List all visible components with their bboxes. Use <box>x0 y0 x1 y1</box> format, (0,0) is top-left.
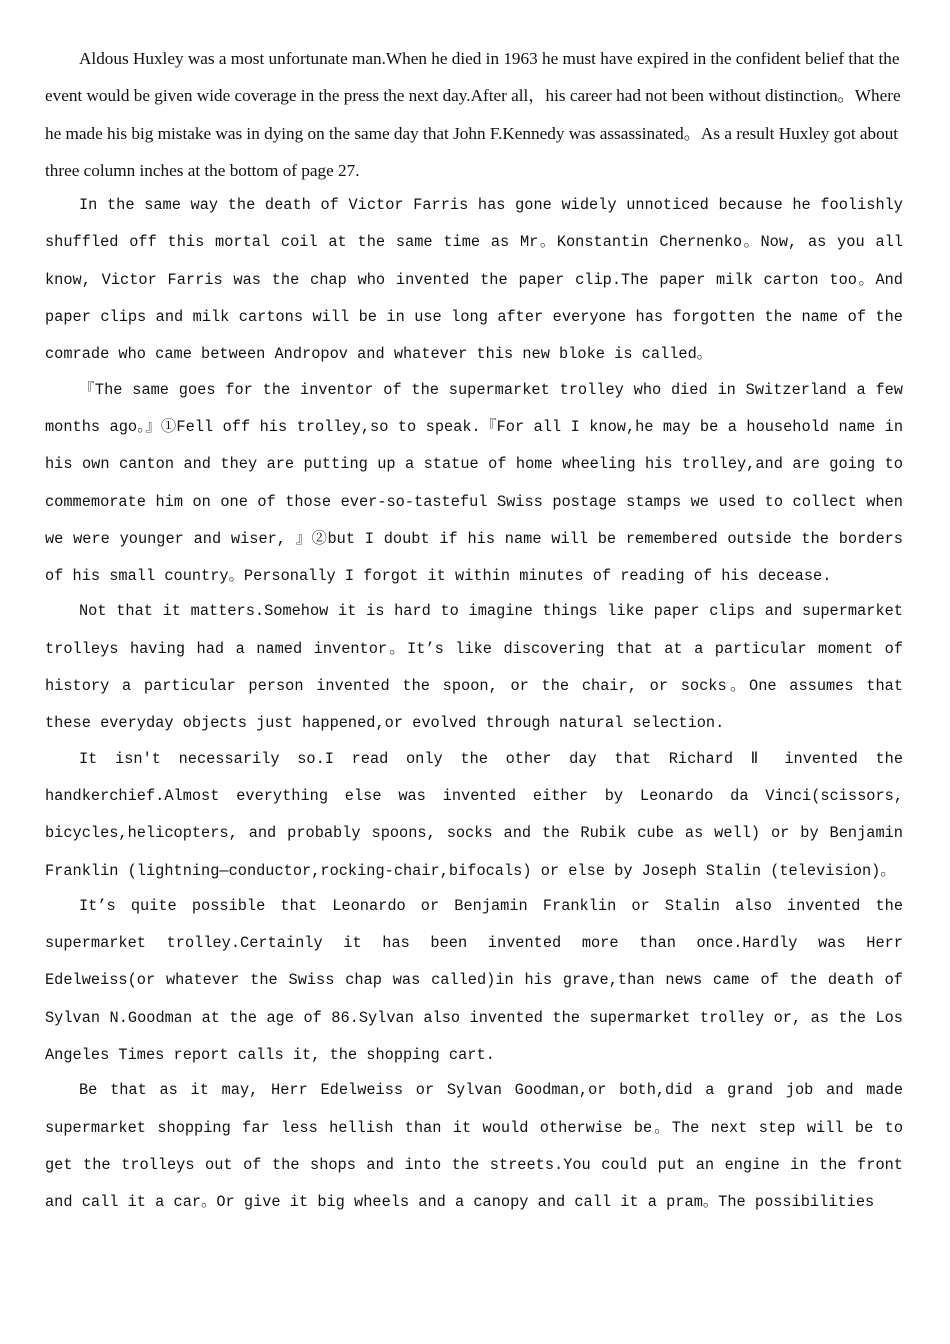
paragraph-possibilities: Be that as it may, Herr Edelweiss or Sylvan Goodman,or both,did a grand job and made supermarket shopping far less hellish than it would otherwise be。The next step will be to get the trolleys out of the shops and into the streets.You could put an engine in the front and call it a car。Or give it big wheels and a canopy and call it a pram。The possibilities <box>45 1081 903 1212</box>
paragraph-inventions: It isn't necessarily so.I read only the other day that Richard Ⅱ invented the handkerchief.Almost everything else was invented either by Leonardo da Vinci(scissors, bicycles,helicopters, and probably spoons, socks and the Rubik cube as well) or by Benjamin Franklin (lightning—conductor,rocking-chair,bifocals) or else by Joseph Stalin (television)。 <box>45 749 903 880</box>
paragraph-named-inventor: Not that it matters.Somehow it is hard to imagine things like paper clips and supermarket trolleys having had a named inventor。It’s like discovering that at a particular moment of history a particular person invented the spoon, or the chair, or socks。One assumes that these everyday objects just happened,or evolved through natural selection. <box>45 602 903 733</box>
document-body <box>45 40 903 1222</box>
paragraph-trolley-inventor: 『The same goes for the inventor of the supermarket trolley who died in Switzerland a few months ago。』①Fell off his trolley,so to speak.『For all I know,he may be a household name in his own canton and they are putting up a statue of home wheeling his trolley,and are going to commemorate him on one of those ever-so-tasteful Swiss postage stamps we used to collect when we were younger and wiser, 』②but I doubt if his name will be remembered outside the borders of his small country。Personally I forgot it within minutes of reading of his decease. <box>45 380 903 586</box>
paragraph-huxley: Aldous Huxley was a most unfortunate man.When he died in 1963 he must have expired in the confident belief that the event would be given wide coverage in the press the next day.After all，his career had not been without distinction。Where he made his big mistake was in dying on the same day that John F.Kennedy was assassinated。As a result Huxley got about three column inches at the bottom of page 27. <box>45 49 901 180</box>
paragraph-farris: In the same way the death of Victor Farris has gone widely unnoticed because he foolishly shuffled off this mortal coil at the same time as Mr。Konstantin Chernenko。Now, as you all know, Victor Farris was the chap who invented the paper clip.The paper milk carton too。And paper clips and milk cartons will be in use long after everyone has forgotten the name of the comrade who came between Andropov and whatever this new bloke is called。 <box>45 196 903 364</box>
paragraph-goodman: It’s quite possible that Leonardo or Benjamin Franklin or Stalin also invented the supermarket trolley.Certainly it has been invented more than once.Hardly was Herr Edelweiss(or whatever the Swiss chap was called)in his grave,than news came of the death of Sylvan N.Goodman at the age of 86.Sylvan also invented the supermarket trolley or, as the Los Angeles Times report calls it, the shopping cart. <box>45 896 903 1065</box>
